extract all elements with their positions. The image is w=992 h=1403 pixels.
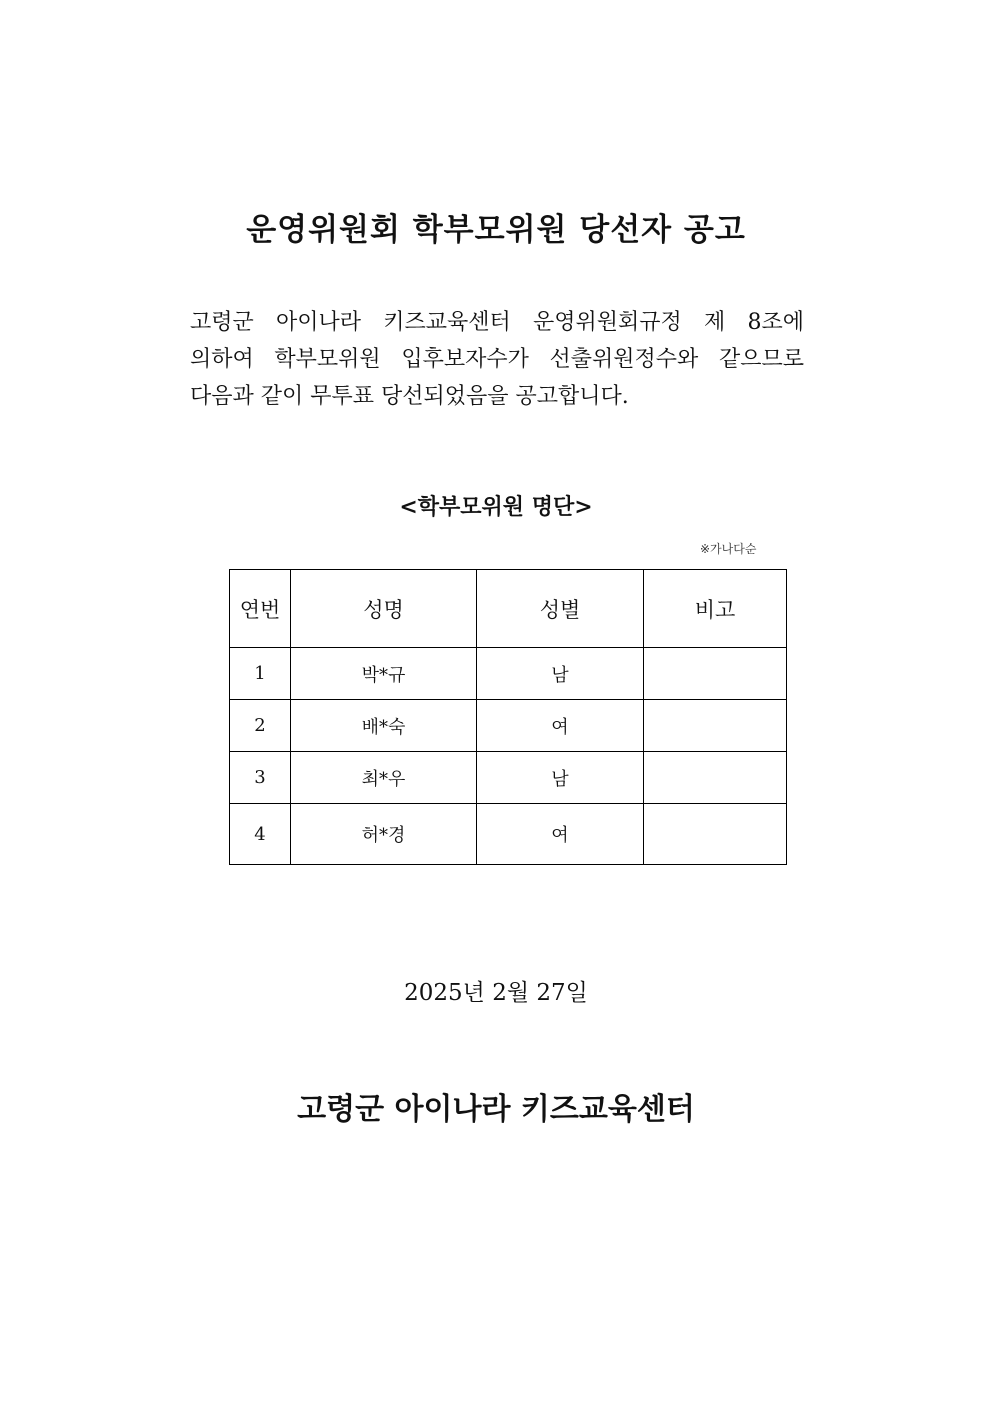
cell-name: 최*우: [291, 752, 477, 804]
announcement-date: 2025년 2월 27일: [404, 980, 588, 1006]
cell-name: 허*경: [291, 804, 477, 865]
header-note: 비고: [644, 570, 787, 648]
header-name: 성명: [291, 570, 477, 648]
announcement-line: 의하여 학부모위원 입후보자수가 선출위원정수와 같으므로: [190, 347, 804, 372]
table-header-row: [230, 570, 787, 648]
cell-name: 박*규: [291, 648, 477, 700]
cell-note: [644, 752, 787, 804]
organization-name: 고령군 아이나라 키즈교육센터: [297, 1092, 695, 1127]
cell-note: [644, 648, 787, 700]
cell-gender: 남: [477, 648, 644, 700]
header-gender: 성별: [477, 570, 644, 648]
cell-gender: 여: [477, 804, 644, 865]
document-title: 운영위원회 학부모위원 당선자 공고: [246, 212, 746, 248]
table-row: [230, 700, 787, 752]
cell-note: [644, 700, 787, 752]
cell-no: 3: [230, 752, 291, 804]
cell-no: 4: [230, 804, 291, 865]
cell-gender: 남: [477, 752, 644, 804]
table-row: [230, 752, 787, 804]
table-row: [230, 648, 787, 700]
cell-gender: 여: [477, 700, 644, 752]
cell-no: 1: [230, 648, 291, 700]
order-note: ※가나다순: [700, 542, 757, 556]
roster-title: <학부모위원 명단>: [399, 494, 593, 520]
cell-name: 배*숙: [291, 700, 477, 752]
announcement-body: [190, 304, 804, 415]
cell-no: 2: [230, 700, 291, 752]
cell-note: [644, 804, 787, 865]
roster-table: [229, 569, 787, 865]
announcement-line: 다음과 같이 무투표 당선되었음을 공고합니다.: [190, 384, 629, 409]
announcement-line: 고령군 아이나라 키즈교육센터 운영위원회규정 제 8조에: [190, 310, 804, 335]
header-no: 연번: [230, 570, 291, 648]
table-row: [230, 804, 787, 865]
